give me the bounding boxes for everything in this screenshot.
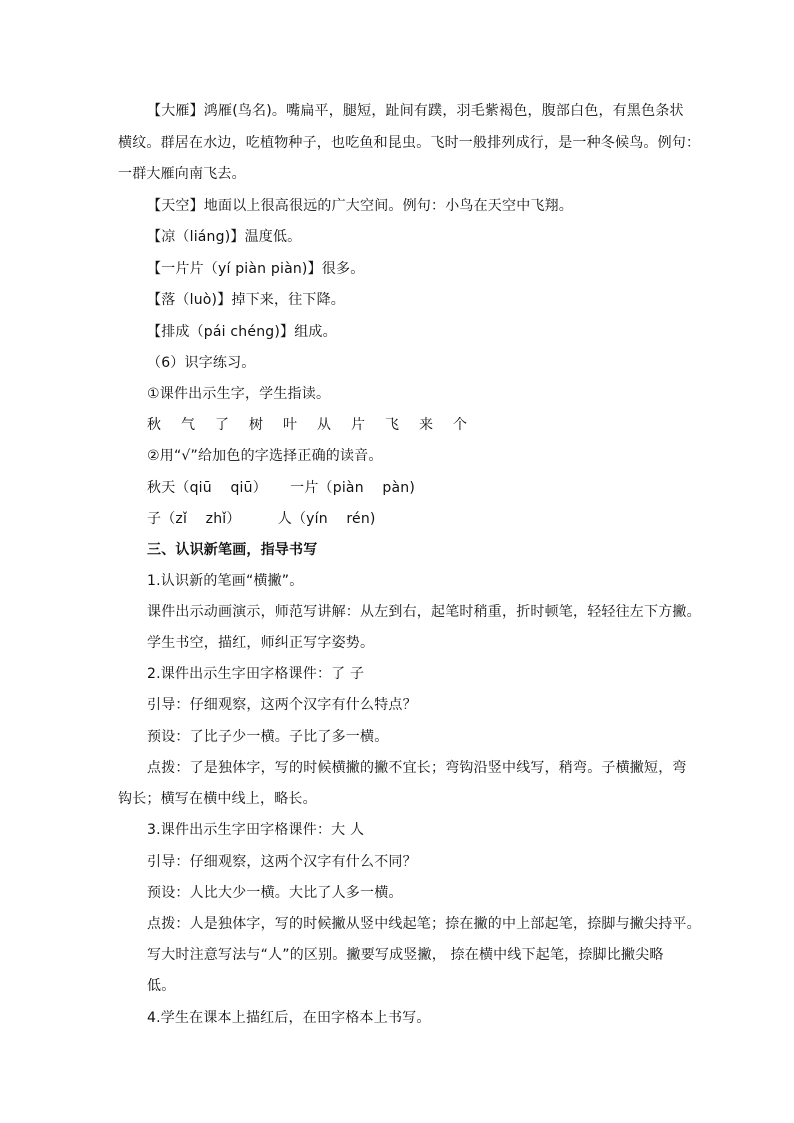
text-line: 课件出示动画演示，师范写讲解：从左到右，起笔时稍重，折时顿笔，轻轻往左下方撇。 — [147, 604, 701, 620]
text-line: 1.认识新的笔画“横撇”。 — [147, 573, 304, 589]
text-line: 【一片片（yí piàn piàn)】很多。 — [147, 261, 365, 277]
text-line: 引导：仔细观察，这两个汉字有什么特点？ — [147, 697, 417, 713]
text-line: 【大雁】鸿雁(鸟名)。嘴扁平，腿短，趾间有蹼，羽毛紫褐色，腹部白色，有黑色条状 — [147, 103, 684, 119]
text-line: 引导：仔细观察，这两个汉字有什么不同？ — [147, 854, 417, 870]
pinyin-choice-line: 秋天（qiū qiū） 一片（piàn pàn) — [147, 480, 415, 496]
text-line: 【排成（pái chéng)】组成。 — [147, 324, 337, 340]
text-line: 【天空】地面以上很高很远的广大空间。例句：小鸟在天空中飞翔。 — [147, 198, 573, 214]
text-line: 点拨：人是独体字，写的时候撇从竖中线起笔；捺在撇的中上部起笔，捺脚与撇尖持平。 — [147, 916, 701, 932]
text-line: ①课件出示生字，学生指读。 — [147, 386, 331, 402]
text-line: 预设：人比大少一横。大比了人多一横。 — [147, 885, 403, 901]
text-line: 2.课件出示生字田字格课件：了 子 — [147, 666, 365, 682]
text-line: 横纹。群居在水边，吃植物种子，也吃鱼和昆虫。飞时一般排列成行，是一种冬候鸟。例句： — [118, 135, 701, 151]
text-line: 低。 — [147, 978, 176, 994]
text-line: 一群大雁向南飞去。 — [118, 166, 246, 182]
text-line: 钩长；横写在横中线上，略长。 — [118, 791, 317, 807]
text-line: 【凉（liáng)】温度低。 — [147, 229, 302, 245]
text-line: 【落（luò)】掉下来，往下降。 — [147, 292, 345, 308]
text-line: （6）识字练习。 — [147, 355, 256, 371]
text-line: ②用“√”给加色的字选择正确的读音。 — [147, 448, 383, 464]
section-heading: 三、认识新笔画，指导书写 — [147, 542, 318, 558]
pinyin-choice-line: 子（zǐ zhǐ） 人（yín rén) — [147, 511, 376, 527]
text-line: 学生书空，描红，师纠正写字姿势。 — [147, 635, 375, 651]
text-line: 4.学生在课本上描红后，在田字格本上书写。 — [147, 1010, 431, 1026]
text-line: 3.课件出示生字田字格课件：大 人 — [147, 822, 365, 838]
text-line: 写大时注意写法与“人”的区别。撇要写成竖撇， 捺在横中线下起笔，捺脚比撇尖略 — [147, 947, 664, 963]
text-line: 点拨：了是独体字，写的时候横撇的撇不宜长；弯钩沿竖中线写，稍弯。子横撇短，弯 — [147, 760, 687, 776]
character-list: 秋气了树叶从片飞来个 — [147, 417, 487, 433]
text-line: 预设：了比子少一横。子比了多一横。 — [147, 729, 389, 745]
